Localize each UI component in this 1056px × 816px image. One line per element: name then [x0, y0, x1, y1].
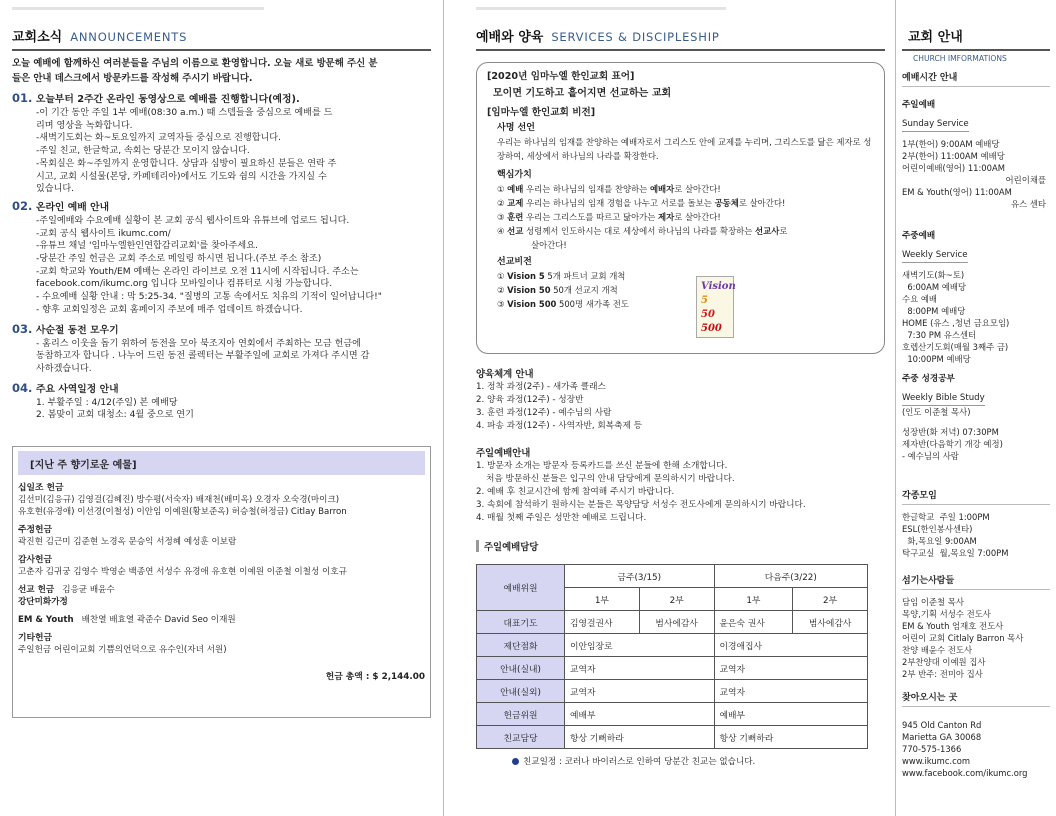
announcement-line: facebook.com/ikumc.org 입니다 모바일이나 컴퓨터로 시청 가능합니다. — [36, 279, 333, 290]
guide-item: 처음 방문하신 분들은 입구의 안내 담당에게 문의하시기 바랍니다. — [486, 474, 735, 484]
divider — [12, 49, 431, 51]
announcement-number: 04. — [12, 380, 33, 395]
offering-category: 강단미화가정 — [18, 597, 68, 608]
offering-names — [68, 597, 76, 607]
core-value-item — [487, 224, 874, 238]
staff-line: 찬양 배윤수 전도사 — [902, 645, 973, 655]
duty-table — [476, 564, 868, 749]
core-value-text: 우리는 하나님의 임재를 찬양하는 — [523, 184, 650, 194]
mission-statement: 우리는 하나님의 임재를 찬양하는 예배자로서 그리스도 안에 교제를 누리며, 그리스도를 닮은 제자로 성장하여, 세상에서 하나님의 나라를 확장한다. — [497, 137, 872, 161]
duty-cell: 항상 기뻐하라 — [565, 726, 715, 749]
address-line: www.facebook.com/ikumc.org — [902, 768, 1028, 778]
duty-cell: 김영걸권사 — [565, 611, 640, 634]
guide-item: 3. 속회에 참석하기 원하시는 분들은 목양담당 서성수 전도사에게 문의하시기 바랍니다. — [476, 500, 806, 510]
groups-list — [902, 511, 1050, 559]
offering-names: 배찬열 배효열 곽준수 David Seo 이재원 — [81, 615, 236, 626]
sunday-service-line: 2부(한어) 11:00AM 예배당 — [902, 151, 1005, 161]
goal-text: 5개 파트너 교회 개척 — [544, 271, 626, 281]
intro-line: 들은 안내 데스크에서 방문카드를 작성해 주시기 바랍니다. — [12, 73, 253, 84]
nurture-item: 3. 훈련 과정(12주) - 예수님의 사람 — [476, 408, 612, 418]
bible-study-line: 제자반(다음학기 개강 예정) — [902, 439, 1003, 449]
offerings-title: [지난 주 향기로운 예물] — [18, 451, 425, 475]
core-value-item — [487, 196, 874, 210]
vision-box — [476, 62, 885, 354]
offerings-box — [12, 446, 431, 718]
weekly-service-label: 주중예배 — [902, 231, 936, 241]
announcement-item — [12, 322, 431, 376]
address-block — [902, 719, 1050, 779]
mission-goal-item — [487, 297, 874, 311]
staff-label: 섬기는사람들 — [902, 573, 1050, 590]
intro-line: 오늘 예배에 함께하신 여러분들을 주님의 이름으로 환영합니다. 오늘 새로 방문해 주신 분 — [12, 58, 378, 69]
weekly-service-line: 새벽기도(화~토) — [902, 270, 965, 280]
table-subheader: 2부 — [639, 588, 714, 611]
duty-label: 주일예배담당 — [484, 542, 539, 553]
address-line: Marietta GA 30068 — [902, 732, 982, 742]
goal-number: ① — [497, 271, 508, 281]
vision-label: [임마누엘 한인교회 비전] — [487, 107, 596, 118]
announcements-title: 교회소식 — [12, 30, 63, 45]
info-title: 교회 안내 — [908, 30, 963, 45]
duty-cell: 교역자 — [565, 657, 715, 680]
info-subtitle: CHURCH IMFORMATIONS — [913, 54, 1007, 63]
offering-names: 김응균 배윤수 — [62, 585, 115, 596]
announcement-title: 주요 사역일정 안내 — [36, 383, 119, 395]
goal-number: ② — [497, 285, 508, 295]
bible-study-line — [902, 418, 1050, 426]
announcement-line: -당분간 주일 헌금은 교회 주소로 메일링 하시면 됩니다.(주보 주소 참조) — [36, 254, 322, 265]
sunday-service-line: 1부(한어) 9:00AM 예배당 — [902, 139, 1000, 149]
core-value-end: 로 살아간다! — [738, 198, 786, 208]
fellowship-note-text: 친교일정 : 코러나 바이러스로 인하여 당분간 친교는 없습니다. — [523, 757, 756, 767]
weekly-service-line: 10:00PM 예배당 — [902, 354, 971, 364]
offering-names: 고춘자 김귀궁 김영수 박영순 백종연 서성수 유경애 유호현 이예원 이준철 이철성 이호규 — [18, 567, 347, 578]
services-header — [476, 26, 885, 44]
announcement-line: -유튜브 채널 '임마누엘한인연합감리교회'를 찾아주세요. — [36, 241, 258, 252]
core-value-number: ② — [497, 198, 508, 208]
core-values — [487, 182, 874, 238]
staff-line: 2부찬양대 이예원 집사 — [902, 657, 986, 667]
announcement-line: 1. 부활주일 : 4/12(주일) 본 예배당 — [36, 397, 178, 408]
announcement-heading — [12, 322, 431, 338]
offering-category: 선교 헌금 — [18, 585, 55, 596]
goal-number: ③ — [497, 299, 508, 309]
goal-text: 50개 선교지 개척 — [550, 285, 618, 295]
announcement-line: 2. 봄맞이 교회 대청소: 4월 중으로 연기 — [36, 410, 194, 421]
divider — [476, 49, 885, 51]
announcement-line: -이 기간 동안 주일 1부 예배(08:30 a.m.) 때 스텝들을 중심으로 예배를 드 — [36, 108, 333, 118]
nurture-item: 2. 양육 과정(12주) - 성장반 — [476, 395, 584, 405]
core-value-key: 선교 — [507, 226, 524, 236]
announcements-column — [0, 0, 443, 816]
duty-role: 대표기도 — [477, 611, 565, 634]
duty-cell: 교역자 — [714, 657, 867, 680]
core-value-bold: 선교사 — [755, 226, 780, 236]
sunday-service-en: Sunday Service — [902, 118, 969, 132]
guide-item: 4. 매월 첫째 주일은 성만찬 예배로 드립니다. — [476, 513, 647, 523]
guide-label: 주일예배안내 — [476, 448, 531, 459]
services-title: 예배와 양육 — [476, 30, 544, 45]
directions-label: 찾아오시는 곳 — [902, 690, 1050, 707]
goal-key: Vision 500 — [507, 299, 557, 309]
staff-line: EM & Youth 엄재호 전도사 — [902, 621, 1004, 631]
guide-list — [476, 460, 885, 525]
mission-vision-label: 선교비전 — [497, 257, 532, 267]
duty-role: 제단점화 — [477, 634, 565, 657]
duty-cell: 예배부 — [565, 703, 715, 726]
motto: 모이면 기도하고 흩어지면 선교하는 교회 — [493, 88, 672, 99]
duty-cell: 이경애집사 — [714, 634, 867, 657]
core-value-key: 교제 — [507, 198, 524, 208]
offering-category: 십일조 헌금 — [18, 483, 64, 494]
table-row — [477, 726, 868, 749]
core-values-label: 핵심가치 — [497, 170, 532, 180]
duty-role: 안내(실외) — [477, 680, 565, 703]
announcement-line: -새벽기도회는 화~토요일까지 교역자들 중심으로 진행합니다. — [36, 133, 281, 144]
core-value-bold: 공동체 — [714, 198, 739, 208]
duty-role: 안내(실내) — [477, 657, 565, 680]
service-times-label: 예배시간 안내 — [902, 70, 1050, 87]
core-value-bold: 예배자 — [649, 184, 675, 194]
duty-cell: 범사에감사 — [793, 611, 868, 634]
bible-study-line: 성장반(화 저녁) 07:30PM — [902, 427, 999, 437]
announcement-line: -교회 공식 웹사이트 ikumc.com/ — [36, 228, 171, 239]
offering-category: 주정헌금 — [18, 525, 52, 536]
sunday-service-label: 주일예배 — [902, 100, 936, 110]
duty-cell: 교역자 — [714, 680, 867, 703]
duty-header — [476, 539, 885, 553]
announcement-line: 동참하고자 합니다 . 나누어 드린 동전 콜렉터는 부활주일에 교회로 가져다 주시면 감 — [36, 351, 370, 362]
services-title-en: SERVICES & DISCIPLESHIP — [551, 30, 720, 44]
offering-names: 곽진현 김근미 김준현 노경옥 문승익 서정혜 예성훈 이보람 — [18, 537, 237, 548]
bible-study-label: 주중 성경공부 — [902, 374, 955, 384]
sunday-service-line: 어린이예배(영어) 11:00AM — [902, 163, 1005, 173]
announcement-number: 02. — [12, 198, 33, 213]
announcement-line: -교회 학교와 Youth/EM 예배는 온라인 라이브로 오전 11시에 시작됩니다. 주소는 — [36, 266, 359, 277]
mission-goal-item — [487, 269, 874, 283]
staff-line: 어린이 교회 Citlaly Barron 목사 — [902, 633, 1024, 643]
other-offering-label: 기타헌금 — [18, 633, 52, 644]
announcement-line: -주일 친교, 한글학교, 속회는 당분간 모이지 않습니다. — [36, 146, 250, 157]
announcement-line: 있습니다. — [36, 184, 75, 195]
duty-cell: 교역자 — [565, 680, 715, 703]
table-corner: 예배위원 — [477, 565, 565, 611]
announcement-title: 사순절 동전 모우기 — [36, 324, 119, 336]
bible-study-en: Weekly Bible Study — [902, 392, 985, 406]
core-value-tail: 살아간다! — [531, 240, 567, 250]
fellowship-note — [476, 755, 885, 767]
core-value-text: 우리는 그리스도를 따르고 닮아가는 — [523, 212, 659, 222]
nurture-list — [476, 381, 885, 433]
address-line: www.ikumc.com — [902, 756, 970, 766]
table-subheader: 2부 — [793, 588, 868, 611]
announcement-line: - 향후 교회일정은 교회 홈페이지 주보에 매주 업데이트 하겠습니다. — [36, 304, 303, 315]
announcement-item — [12, 91, 431, 196]
weekly-service-line: 수요 예배 — [902, 294, 938, 304]
core-value-end: 로 살아간다! — [674, 212, 721, 222]
duty-cell: 예배부 — [714, 703, 867, 726]
divider — [902, 49, 1050, 51]
table-row — [477, 565, 868, 588]
staff-line: 2부 반주: 전미아 집사 — [902, 669, 983, 679]
mission-goals — [487, 269, 874, 311]
offering-inline-row — [18, 614, 425, 626]
offering-groups — [18, 482, 425, 578]
duty-cell: 이안임장로 — [565, 634, 715, 657]
announcement-line: - 홈리스 이웃을 돕기 위하여 동전을 모아 북조지아 연회에서 주최하는 모금 헌금에 — [36, 338, 361, 349]
announcement-heading — [12, 381, 431, 397]
duty-role: 헌금위원 — [477, 703, 565, 726]
table-row — [477, 703, 868, 726]
sunday-schedule — [902, 138, 1050, 210]
services-column — [446, 0, 895, 816]
motto-label: [2020년 임마누엘 한인교회 표어] — [487, 71, 635, 82]
announcement-lines — [12, 397, 431, 422]
announcement-line: 시고, 교회 시설물(본당, 카페테리아)에서도 기도와 쉼의 시간을 가지실 수 — [36, 171, 327, 182]
duty-cell: 윤은숙 권사 — [714, 611, 793, 634]
core-value-end: 로 — [779, 226, 788, 236]
announcement-line: - 수요예배 실황 안내 : 막 5:25-34. "질병의 고통 속에서도 치유의 기적이 일어납니다!" — [36, 292, 382, 303]
weekly-service-en: Weekly Service — [902, 249, 968, 263]
badge-line: 500 — [701, 323, 722, 334]
announcement-line: -주일예배와 수요예배 실황이 본 교회 공식 웹사이트와 유튜브에 업로드 됩니다. — [36, 215, 350, 226]
core-value-item — [487, 182, 874, 196]
column-divider — [895, 0, 896, 816]
core-value-number: ③ — [497, 212, 508, 222]
badge-line: Vision — [701, 281, 736, 292]
offering-inline-row — [18, 596, 425, 608]
announcement-list — [12, 91, 431, 422]
announcement-heading — [12, 199, 431, 215]
core-value-text: 우리는 하나님의 임재 경험을 나누고 서로를 돌보는 — [523, 198, 715, 208]
table-subheader: 1부 — [565, 588, 640, 611]
core-value-number: ① — [497, 184, 508, 194]
group-line: 탁구교실 월,목요일 7:00PM — [902, 548, 1009, 558]
weekly-service-line: 호렙산기도회(매월 3째주 금) — [902, 342, 1009, 352]
announcement-lines — [12, 107, 431, 196]
core-value-bold: 제자 — [658, 212, 675, 222]
duty-cell: 항상 기뻐하라 — [714, 726, 867, 749]
announcement-lines — [12, 338, 431, 376]
offering-total: 헌금 총액 : $ 2,144.00 — [325, 672, 425, 683]
goal-key: Vision 5 — [507, 271, 545, 281]
core-value-number: ④ — [497, 226, 508, 236]
table-subheader: 1부 — [714, 588, 793, 611]
guide-item: 1. 방문자 소개는 방문자 등록카드를 쓰신 분들에 한해 소개합니다. — [476, 461, 728, 471]
announcements-title-en: ANNOUNCEMENTS — [70, 30, 188, 44]
staff-line: 담임 이준철 목사 — [902, 597, 964, 607]
announcement-heading — [12, 91, 431, 107]
sunday-service-line: 어린이채플 — [1005, 175, 1046, 185]
mission-goal-item — [487, 283, 874, 297]
duty-role: 친교담당 — [477, 726, 565, 749]
column-divider — [443, 0, 444, 816]
badge-line: 50 — [701, 309, 715, 320]
offering-inline-rows — [18, 584, 425, 626]
announcement-lines — [12, 215, 431, 317]
weekly-schedule — [902, 269, 1050, 365]
announcement-title: 오늘부터 2주간 온라인 동영상으로 예배를 진행합니다(예정). — [36, 94, 300, 105]
weekly-service-line: 7:30 PM 유스센터 — [902, 330, 977, 340]
info-column — [898, 0, 1056, 816]
table-header-next-week: 다음주(3/22) — [714, 565, 867, 588]
weekly-service-line: 6:00AM 예배당 — [902, 282, 967, 292]
staff-line: 목양,기획 서성수 전도사 — [902, 609, 991, 619]
table-row — [477, 680, 868, 703]
section-marker — [476, 540, 479, 552]
sunday-service-line: 유스 센타 — [1010, 199, 1046, 209]
table-row — [477, 634, 868, 657]
guide-item: 2. 예배 후 친교시간에 함께 참여해 주시기 바랍니다. — [476, 487, 675, 497]
vision-badge-image — [696, 276, 734, 338]
other-offering-names: 주일헌금 어린이교회 기쁨의언덕으로 유수인(자녀 서원) — [18, 645, 227, 656]
bible-study-line: (인도 이준철 목사) — [902, 407, 971, 417]
announcement-number: 03. — [12, 321, 33, 336]
groups-label: 각종모임 — [902, 488, 1050, 505]
announcement-line: 사하겠습니다. — [36, 363, 92, 374]
weekly-service-line: HOME (유스 ,청년 금요모임) — [902, 318, 1010, 328]
core-value-end: 로 살아간다! — [674, 184, 721, 194]
offering-category: 감사헌금 — [18, 555, 52, 566]
nurture-item: 1. 정착 과정(2주) - 새가족 클래스 — [476, 382, 606, 392]
group-line: 화,목요일 9:00AM — [902, 536, 977, 546]
address-line: 770-575-1366 — [902, 744, 962, 754]
nurture-item: 4. 파송 과정(12주) - 사역자반, 회복축제 등 — [476, 421, 643, 431]
bullet-icon — [512, 758, 519, 765]
offering-category: EM & Youth — [18, 615, 74, 626]
core-value-key: 예배 — [507, 184, 524, 194]
goal-text: 500명 새가족 전도 — [556, 299, 629, 309]
announcement-line: -목회실은 화~주일까지 운영합니다. 상담과 심방이 필요하신 분들은 연락 주 — [36, 158, 337, 169]
announcement-number: 01. — [12, 91, 33, 105]
announcement-line: 리며 영상을 녹화합니다. — [36, 120, 133, 131]
table-row — [477, 611, 868, 634]
address-line: 945 Old Canton Rd — [902, 720, 982, 730]
bible-study-schedule — [902, 406, 1050, 462]
mission-label: 사명 선언 — [497, 123, 535, 133]
badge-line: 5 — [701, 295, 708, 306]
offering-names: 유호현(유경애) 이선경(이철성) 이안임 이예원(황보준옥) 허승철(허정금) Citlay Barron — [18, 507, 347, 518]
sunday-service-line: EM & Youth(영어) 11:00AM — [902, 187, 1012, 197]
table-row — [477, 657, 868, 680]
welcome-intro — [12, 56, 431, 86]
bible-study-line: - 예수님의 사람 — [902, 451, 959, 461]
offering-inline-row — [18, 584, 425, 596]
announcements-header — [12, 26, 431, 44]
announcement-item — [12, 381, 431, 422]
core-value-item — [487, 210, 874, 224]
staff-list — [902, 596, 1050, 680]
duty-cell: 범사에감사 — [639, 611, 714, 634]
announcement-title: 온라인 예배 안내 — [36, 201, 110, 213]
group-line: 한글학교 주일 1:00PM — [902, 512, 990, 522]
nurture-label: 양육체계 안내 — [476, 369, 534, 380]
announcement-item — [12, 199, 431, 317]
goal-key: Vision 50 — [507, 285, 551, 295]
group-line: ESL(한인봉사센타) — [902, 524, 973, 534]
table-header-this-week: 금주(3/15) — [565, 565, 715, 588]
offering-names: 김선미(김응규) 김영걸(김혜진) 방수평(서숙자) 배재천(배미옥) 오경자 오숙경(마이크) — [18, 495, 340, 506]
weekly-service-line: 8:00PM 예배당 — [902, 306, 966, 316]
core-value-text: 성령께서 인도하시는 대로 세상에서 하나님의 나라를 확장하는 — [523, 226, 756, 236]
core-value-key: 훈련 — [507, 212, 524, 222]
